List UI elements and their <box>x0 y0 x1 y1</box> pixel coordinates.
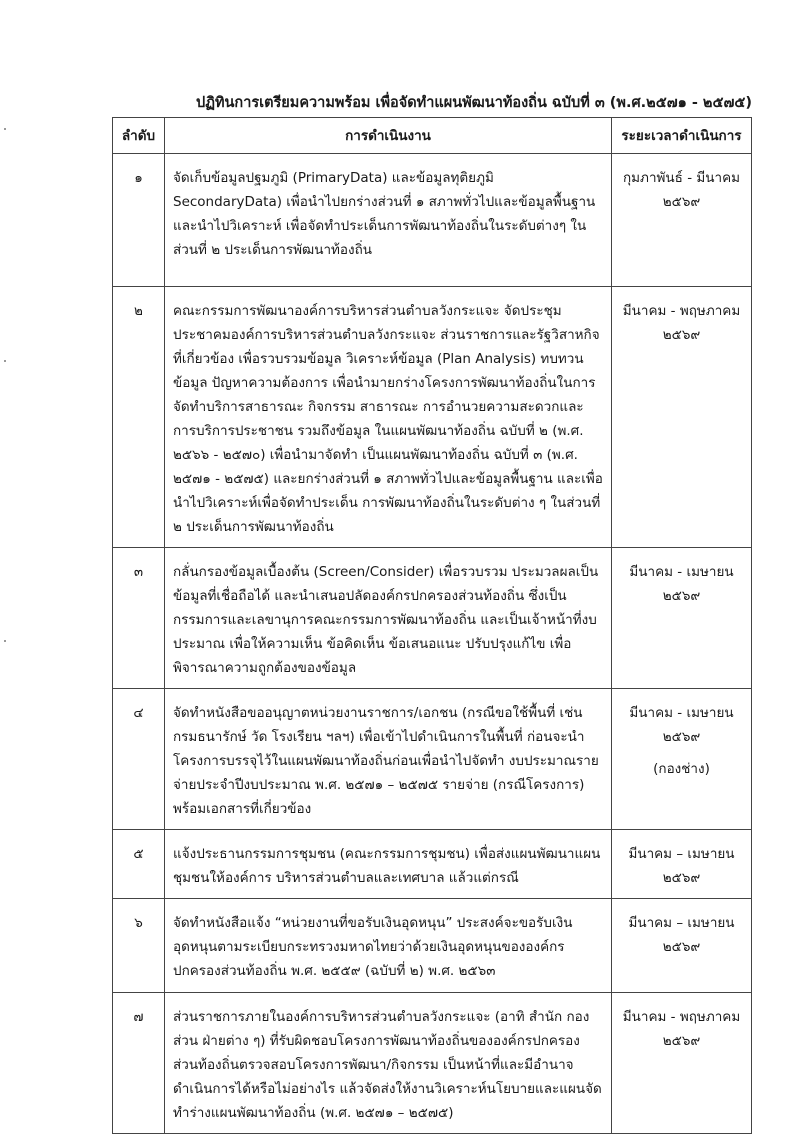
row-number: ๕ <box>113 830 165 899</box>
row-number: ๒ <box>113 287 165 548</box>
row-number: ๔ <box>113 689 165 830</box>
table-row <box>113 689 752 830</box>
table-row <box>113 830 752 899</box>
row-task: จัดทำหนังสือขออนุญาตหน่วยงานราชการ/เอกชน (กรณีขอใช้พื้นที่ เช่น กรมธนารักษ์ วัด โรงเรียน ฯลฯ) เพื่อเข้าไปดำเนินการในพื้นที่ ก่อนจะนำโครงการบรรจุไว้ในแผนพัฒนาท้องถิ่นก่อนเพื่อนำไปจัดทำ งบประมาณรายจ่ายประจำปีงบประมาณ พ.ศ. ๒๕๗๑ – ๒๕๗๕ รายจ่าย (กรณีโครงการ) พร้อมเอกสารที่เกี่ยวข้อง <box>165 689 612 830</box>
row-period <box>612 830 752 899</box>
row-number: ๓ <box>113 548 165 689</box>
row-number: ๗ <box>113 993 165 1134</box>
period-year: ๒๕๖๙ <box>662 327 701 343</box>
period-year: ๒๕๖๙ <box>662 870 701 886</box>
period-year: ๒๕๖๙ <box>662 1033 701 1049</box>
schedule-table <box>112 117 752 1134</box>
period-months: มีนาคม - พฤษภาคม <box>622 1009 741 1025</box>
row-task: คณะกรรมการพัฒนาองค์การบริหารส่วนตำบลวังกระแจะ จัดประชุมประชาคมองค์การบริหารส่วนตำบลวังกระแจะ ส่วนราชการและรัฐวิสาหกิจที่เกี่ยวข้อง เพื่อรวบรวมข้อมูล วิเคราะห์ข้อมูล (Plan Analysis) ทบทวนข้อมูล ปัญหาความต้องการ เพื่อนำมายกร่างโครงการพัฒนาท้องถิ่นในการจัดทำบริการสาธารณะ กิจกรรม สาธารณะ การอำนวยความสะดวกและการบริการประชาชน รวมถึงข้อมูล ในแผนพัฒนาท้องถิ่น ฉบับที่ ๒ (พ.ศ. ๒๕๖๖ - ๒๕๗๐) เพื่อนำมาจัดทำ เป็นแผนพัฒนาท้องถิ่น ฉบับที่ ๓ (พ.ศ. ๒๕๗๑ - ๒๕๗๕) และยกร่างส่วนที่ ๑ สภาพทั่วไปและข้อมูลพื้นฐาน และเพื่อนำไปวิเคราะห์เพื่อจัดทำประเด็น การพัฒนาท้องถิ่นในระดับต่าง ๆ ในส่วนที่ ๒ ประเด็นการพัฒนาท้องถิ่น <box>165 287 612 548</box>
period-note: (กองช่าง) <box>653 761 710 777</box>
period-year: ๒๕๖๙ <box>662 939 701 955</box>
period-year: ๒๕๖๙ <box>662 194 701 210</box>
period-months: มีนาคม - เมษายน <box>629 564 734 580</box>
row-task: จัดทำหนังสือแจ้ง “หน่วยงานที่ขอรับเงินอุดหนุน” ประสงค์จะขอรับเงินอุดหนุนตามระเบียบกระทรวงมหาดไทยว่าด้วยเงินอุดหนุนขององค์กรปกครองส่วนท้องถิ่น พ.ศ. ๒๕๕๙ (ฉบับที่ ๒) พ.ศ. ๒๕๖๓ <box>165 899 612 993</box>
table-row <box>113 154 752 287</box>
table-header-row <box>113 118 752 154</box>
period-months: มีนาคม – เมษายน <box>628 915 735 931</box>
table-row <box>113 287 752 548</box>
header-no: ลำดับ <box>113 118 165 154</box>
period-months: มีนาคม – เมษายน <box>628 846 735 862</box>
row-task: ส่วนราชการภายในองค์การบริหารส่วนตำบลวังกระแจะ (อาทิ สำนัก กอง ส่วน ฝ่ายต่าง ๆ) ที่รับผิดชอบโครงการพัฒนาท้องถิ่นขององค์กรปกครองส่วนท้องถิ่นตรวจสอบโครงการพัฒนา/กิจกรรม เป็นหน้าที่และมีอำนาจดำเนินการได้หรือไม่อย่างไร แล้วจัดส่งให้งานวิเคราะห์นโยบายและแผนจัดทำร่างแผนพัฒนาท้องถิ่น (พ.ศ. ๒๕๗๑ – ๒๕๗๕) <box>165 993 612 1134</box>
row-number: ๖ <box>113 899 165 993</box>
period-months: กุมภาพันธ์ - มีนาคม <box>622 170 740 186</box>
period-months: มีนาคม - พฤษภาคม <box>622 303 741 319</box>
header-task: การดำเนินงาน <box>165 118 612 154</box>
page-title: ปฏิทินการเตรียมความพร้อม เพื่อจัดทำแผนพัฒนาท้องถิ่น ฉบับที่ ๓ (พ.ศ.๒๕๗๑ - ๒๕๗๕) <box>196 95 752 111</box>
row-period <box>612 154 752 287</box>
scan-mark <box>4 640 6 642</box>
row-task: กลั่นกรองข้อมูลเบื้องต้น (Screen/Consider) เพื่อรวบรวม ประมวลผลเป็นข้อมูลที่เชื่อถือได้ และนำเสนอปลัดองค์กรปกครองส่วนท้องถิ่น ซึ่งเป็นกรรมการและเลขานุการคณะกรรมการพัฒนาท้องถิ่น และเป็นเจ้าหน้าที่งบประมาณ เพื่อให้ความเห็น ข้อคิดเห็น ข้อเสนอแนะ ปรับปรุงแก้ไข เพื่อพิจารณาความถูกต้องของข้อมูล <box>165 548 612 689</box>
row-number: ๑ <box>113 154 165 287</box>
period-year: ๒๕๖๙ <box>662 729 701 745</box>
scan-mark <box>4 128 6 130</box>
row-period <box>612 548 752 689</box>
row-period <box>612 899 752 993</box>
period-year: ๒๕๖๙ <box>662 588 701 604</box>
table-row <box>113 548 752 689</box>
row-period <box>612 993 752 1134</box>
row-task: จัดเก็บข้อมูลปฐมภูมิ (PrimaryData) และข้อมูลทุติยภูมิ SecondaryData) เพื่อนำไปยกร่างส่วนที่ ๑ สภาพทั่วไปและข้อมูลพื้นฐานและนำไปวิเคราะห์ เพื่อจัดทำประเด็นการพัฒนาท้องถิ่นในระดับต่างๆ ในส่วนที่ ๒ ประเด็นการพัฒนาท้องถิ่น <box>165 154 612 287</box>
row-task: แจ้งประธานกรรมการชุมชน (คณะกรรมการชุมชน) เพื่อส่งแผนพัฒนาแผนชุมชนให้องค์การ บริหารส่วนตำบลและเทศบาล แล้วแต่กรณี <box>165 830 612 899</box>
header-period: ระยะเวลาดำเนินการ <box>612 118 752 154</box>
row-period <box>612 287 752 548</box>
period-months: มีนาคม - เมษายน <box>629 705 734 721</box>
table-row <box>113 993 752 1134</box>
row-period <box>612 689 752 830</box>
table-row <box>113 899 752 993</box>
scan-mark <box>4 360 6 362</box>
